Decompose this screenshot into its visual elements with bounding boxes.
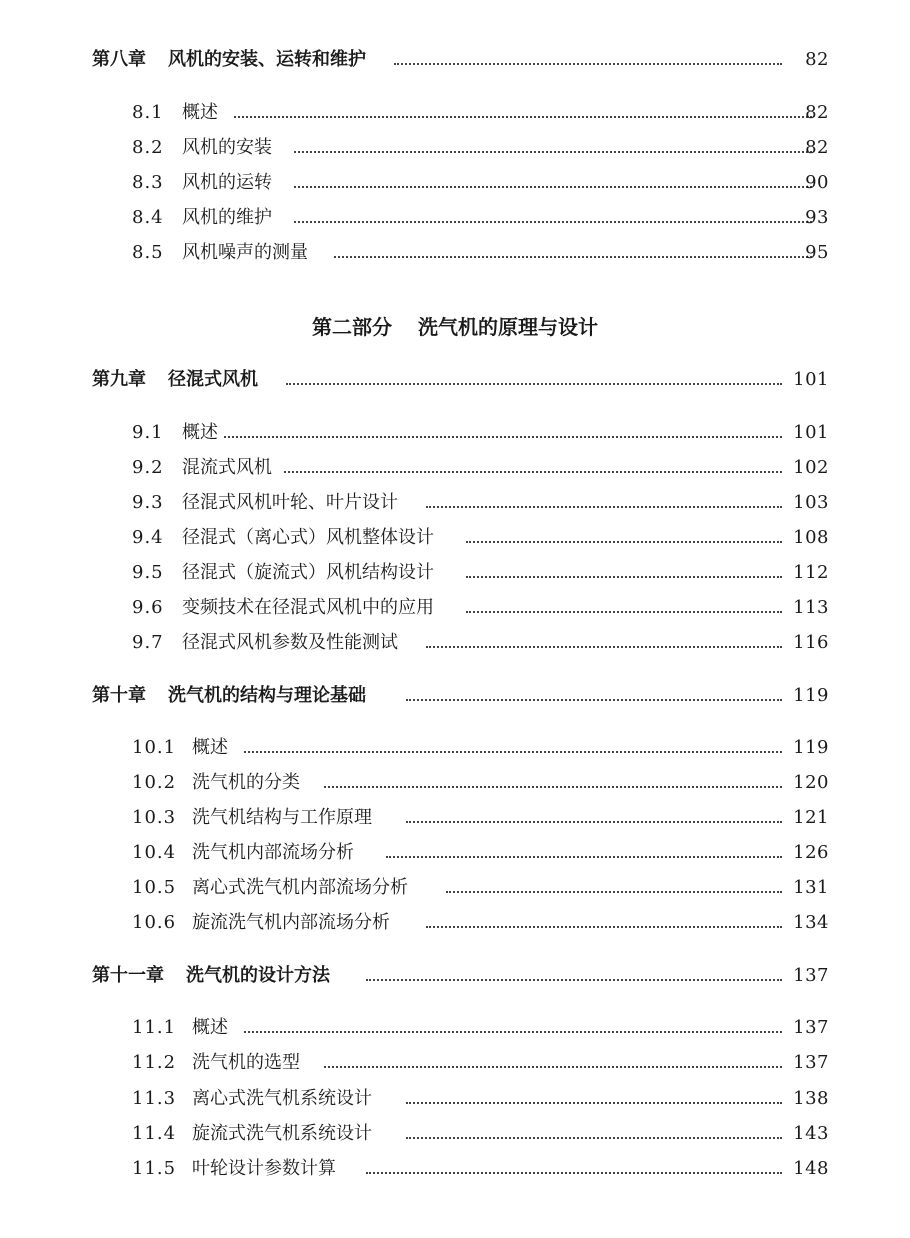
dot-leader <box>426 926 782 928</box>
section-number: 10.4 <box>132 842 177 863</box>
section-number: 9.6 <box>132 597 164 618</box>
page-number: 82 <box>805 49 829 70</box>
page-number: 137 <box>793 1017 829 1038</box>
dot-leader <box>284 471 782 473</box>
section-title: 风机的安装 <box>182 137 272 158</box>
toc-chapter-8 <box>0 45 910 75</box>
page-number: 101 <box>793 369 829 390</box>
section-number: 8.2 <box>132 137 164 158</box>
chapter-heading: 第十一章 洗气机的设计方法 <box>92 965 330 986</box>
chapter-heading: 第十章 洗气机的结构与理论基础 <box>92 685 366 706</box>
section-title: 旋流洗气机内部流场分析 <box>192 912 390 933</box>
toc-chapter-11 <box>0 961 910 991</box>
dot-leader <box>426 506 782 508</box>
page-number: 90 <box>805 172 829 193</box>
chapter-heading: 第九章 径混式风机 <box>92 369 258 390</box>
toc-entry-8-3 <box>0 168 910 198</box>
page-number: 112 <box>793 562 829 583</box>
dot-leader <box>324 786 782 788</box>
section-number: 9.1 <box>132 422 164 443</box>
dot-leader <box>406 1102 782 1104</box>
section-number: 11.2 <box>132 1052 177 1073</box>
section-title: 概述 <box>182 422 218 443</box>
toc-entry-11-2 <box>0 1048 910 1078</box>
toc-entry-9-5 <box>0 558 910 588</box>
section-number: 10.5 <box>132 877 177 898</box>
page-number: 143 <box>793 1123 829 1144</box>
section-title: 洗气机的分类 <box>192 772 300 793</box>
page-number: 82 <box>805 137 829 158</box>
section-title: 概述 <box>192 737 228 758</box>
dot-leader <box>406 821 782 823</box>
toc-entry-10-4 <box>0 838 910 868</box>
page-number: 119 <box>793 685 829 706</box>
toc-entry-9-3 <box>0 488 910 518</box>
page-number: 101 <box>793 422 829 443</box>
page-number: 137 <box>793 1052 829 1073</box>
section-title: 径混式（离心式）风机整体设计 <box>182 527 434 548</box>
toc-entry-11-3 <box>0 1084 910 1114</box>
section-title: 洗气机的选型 <box>192 1052 300 1073</box>
toc-entry-10-6 <box>0 908 910 938</box>
toc-entry-11-5 <box>0 1154 910 1184</box>
dot-leader <box>426 646 782 648</box>
dot-leader <box>286 383 782 385</box>
dot-leader <box>224 436 782 438</box>
dot-leader <box>446 891 782 893</box>
toc-entry-10-5 <box>0 873 910 903</box>
dot-leader <box>366 1172 782 1174</box>
section-number: 11.4 <box>132 1123 177 1144</box>
dot-leader <box>324 1066 782 1068</box>
page-number: 82 <box>805 102 829 123</box>
page-number: 126 <box>793 842 829 863</box>
dot-leader <box>294 186 812 188</box>
dot-leader <box>234 116 812 118</box>
section-number: 8.1 <box>132 102 164 123</box>
toc-entry-9-6 <box>0 593 910 623</box>
page-number: 93 <box>805 207 829 228</box>
toc-entry-10-1 <box>0 733 910 763</box>
section-title: 概述 <box>182 102 218 123</box>
section-title: 风机的维护 <box>182 207 272 228</box>
page-number: 108 <box>793 527 829 548</box>
toc-entry-8-5 <box>0 238 910 268</box>
toc-entry-11-4 <box>0 1119 910 1149</box>
section-number: 10.2 <box>132 772 177 793</box>
dot-leader <box>294 151 812 153</box>
page-number: 131 <box>793 877 829 898</box>
section-number: 9.4 <box>132 527 164 548</box>
toc-chapter-9 <box>0 365 910 395</box>
section-number: 8.4 <box>132 207 164 228</box>
dot-leader <box>466 576 782 578</box>
toc-entry-9-2 <box>0 453 910 483</box>
section-title: 混流式风机 <box>182 457 272 478</box>
page-number: 148 <box>793 1158 829 1179</box>
section-number: 9.7 <box>132 632 164 653</box>
section-title: 风机噪声的测量 <box>182 242 308 263</box>
section-title: 离心式洗气机内部流场分析 <box>192 877 408 898</box>
section-number: 11.3 <box>132 1088 177 1109</box>
page-number: 134 <box>793 912 829 933</box>
chapter-heading: 第八章 风机的安装、运转和维护 <box>92 49 366 70</box>
dot-leader <box>394 63 782 65</box>
section-title: 旋流式洗气机系统设计 <box>192 1123 372 1144</box>
section-number: 9.3 <box>132 492 164 513</box>
section-number: 8.5 <box>132 242 164 263</box>
dot-leader <box>366 979 782 981</box>
dot-leader <box>466 611 782 613</box>
toc-entry-10-2 <box>0 768 910 798</box>
section-title: 径混式（旋流式）风机结构设计 <box>182 562 434 583</box>
page-number: 137 <box>793 965 829 986</box>
part-heading: 第二部分 洗气机的原理与设计 <box>312 315 598 339</box>
toc-entry-9-7 <box>0 628 910 658</box>
page-number: 116 <box>793 632 829 653</box>
section-number: 8.3 <box>132 172 164 193</box>
page-number: 102 <box>793 457 829 478</box>
section-number: 9.2 <box>132 457 164 478</box>
section-number: 9.5 <box>132 562 164 583</box>
dot-leader <box>466 541 782 543</box>
toc-entry-9-4 <box>0 523 910 553</box>
section-title: 概述 <box>192 1017 228 1038</box>
page-number: 138 <box>793 1088 829 1109</box>
page-number: 103 <box>793 492 829 513</box>
section-number: 10.6 <box>132 912 177 933</box>
page-number: 95 <box>805 242 829 263</box>
section-title: 变频技术在径混式风机中的应用 <box>182 597 434 618</box>
dot-leader <box>244 751 782 753</box>
toc-entry-11-1 <box>0 1013 910 1043</box>
page-number: 113 <box>793 597 829 618</box>
page-number: 121 <box>793 807 829 828</box>
dot-leader <box>406 699 782 701</box>
toc-entry-8-1 <box>0 98 910 128</box>
page-number: 119 <box>793 737 829 758</box>
dot-leader <box>244 1031 782 1033</box>
section-title: 离心式洗气机系统设计 <box>192 1088 372 1109</box>
dot-leader <box>386 856 782 858</box>
toc-chapter-10 <box>0 681 910 711</box>
dot-leader <box>294 221 812 223</box>
section-number: 11.5 <box>132 1158 177 1179</box>
section-number: 11.1 <box>132 1017 177 1038</box>
section-title: 叶轮设计参数计算 <box>192 1158 336 1179</box>
toc-entry-10-3 <box>0 803 910 833</box>
section-title: 径混式风机参数及性能测试 <box>182 632 398 653</box>
page-number: 120 <box>793 772 829 793</box>
section-title: 风机的运转 <box>182 172 272 193</box>
section-title: 洗气机内部流场分析 <box>192 842 354 863</box>
dot-leader <box>406 1137 782 1139</box>
dot-leader <box>334 256 812 258</box>
section-number: 10.1 <box>132 737 177 758</box>
toc-entry-8-2 <box>0 133 910 163</box>
section-title: 洗气机结构与工作原理 <box>192 807 372 828</box>
toc-entry-9-1 <box>0 418 910 448</box>
section-number: 10.3 <box>132 807 177 828</box>
toc-entry-8-4 <box>0 203 910 233</box>
section-title: 径混式风机叶轮、叶片设计 <box>182 492 398 513</box>
